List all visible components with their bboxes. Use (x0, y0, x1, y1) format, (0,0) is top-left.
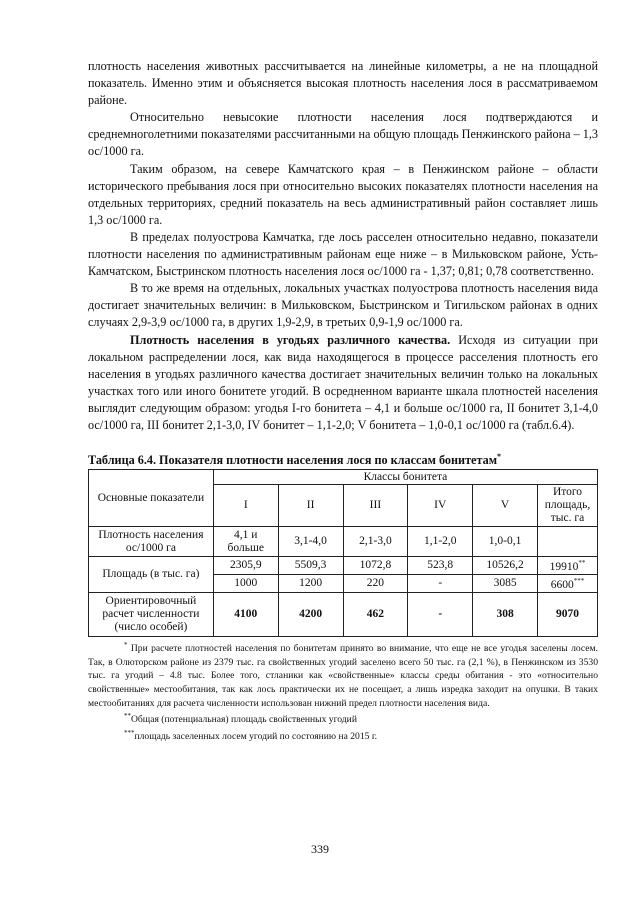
table-caption-mark: * (497, 452, 501, 462)
paragraph-6-text: Исходя из ситуации при локальном распределении лося, как вида находящегося в процессе расселения плотность его населения в угодьях различного качества достигает значительных величин только на локальных участках того или иного бонитете угодий. В осредненном варианте шкала плотностей населения выглядит следующим образом: угодья I-го бонитета – 4,1 и больше ос/1000 га, II бонитет 3,1-4,0 ос/1000 га, III бонитет 2,1-3,0, IV бонитет – 1,1-2,0; V бонитета – 1,0-0,1 ос/1000 га (табл.6.4). (88, 332, 599, 432)
footnote-2-text: Общая (потенциальная) площадь свойственных угодий (131, 714, 357, 726)
estimate-4: - (408, 592, 473, 636)
estimate-5: 308 (473, 592, 538, 636)
density-1: 4,1 и больше (213, 527, 278, 557)
paragraph-2: Относительно невысокие плотности населения лося подтверждаются и среднемноголетними показателями рассчитанными на общую площадь Пенжинского района – 1,3 ос/1000 га. (88, 110, 598, 159)
footnote-2-mark: ** (124, 712, 131, 721)
page-number: 339 (311, 842, 329, 856)
header-total: Итого площадь, тыс. га (538, 485, 598, 527)
footnote-1 (88, 639, 598, 711)
area1-total (538, 557, 598, 575)
area1-5: 10526,2 (473, 557, 538, 575)
paragraph-3: Таким образом, на севере Камчатского края – в Пенжинском районе – области исторического пребывания лося при относительно высоких показателях плотности населения на отдельных территориях, средний показатель на весь административный район составляет лишь 1,3 ос/1000 га. (88, 161, 598, 227)
paragraph-6 (88, 332, 598, 435)
density-3: 2,1-3,0 (343, 527, 408, 557)
density-label: Плотность населения ос/1000 га (89, 527, 214, 557)
area2-4: - (408, 574, 473, 592)
paragraph-4: В пределах полуострова Камчатка, где лось расселен относительно недавно, показатели плотности населения по административным районам еще ниже – в Мильковском районе, Усть-Камчатском, Быстринском плотность населения лося ос/1000 га - 1,37; 0,81; 0,78 соответственно. (88, 229, 598, 279)
table-header-row (89, 470, 598, 485)
header-main: Основные показатели (89, 470, 214, 527)
density-5: 1,0-0,1 (473, 527, 538, 557)
area1-3: 1072,8 (343, 557, 408, 575)
estimate-2: 4200 (278, 592, 343, 636)
paragraph-6-heading: Плотность населения в угодьях различного качества. (130, 332, 451, 347)
table-caption (88, 449, 598, 468)
document-page (88, 58, 598, 744)
table-row-density (89, 527, 598, 557)
density-2: 3,1-4,0 (278, 527, 343, 557)
area1-total-mark: ** (578, 559, 586, 568)
estimate-total: 9070 (538, 592, 598, 636)
table-caption-text: Таблица 6.4. Показателя плотности населения лося по классам бонитетам (88, 453, 497, 468)
paragraph-1: плотность населения животных рассчитывается на линейные километры, а не на площадной показатель. Именно этим и объясняется высокая плотность населения лося в рассматриваемом районе. (88, 59, 598, 108)
class-1: I (213, 485, 278, 527)
area2-total-mark: *** (573, 576, 585, 585)
area2-5: 3085 (473, 574, 538, 592)
class-5: V (473, 485, 538, 527)
header-group: Классы бонитета (213, 470, 597, 485)
class-3: III (343, 485, 408, 527)
footnote-3-text: площадь заселенных лосем угодий по состоянию на 2015 г. (134, 731, 378, 743)
area2-2: 1200 (278, 574, 343, 592)
paragraph-5: В то же время на отдельных, локальных участках полуострова плотность населения вида достигает значительных величин: в Мильковском, Быстринском и Тигильском районах в одних случаях 2,9-3,9 ос/1000 га, в других 1,9-2,9, в третьих 0,9-1,9 ос/1000 га. (88, 281, 598, 330)
area2-3: 220 (343, 574, 408, 592)
density-4: 1,1-2,0 (408, 527, 473, 557)
area2-total-value: 6600 (550, 578, 574, 591)
area1-2: 5509,3 (278, 557, 343, 575)
area2-1: 1000 (213, 574, 278, 592)
class-2: II (278, 485, 343, 527)
estimate-1: 4100 (213, 592, 278, 636)
footnote-3 (88, 727, 598, 744)
density-total (538, 527, 598, 557)
class-4: IV (408, 485, 473, 527)
estimate-label: Ориентировочный расчет численности (число особей) (89, 592, 214, 636)
bonitet-table (88, 469, 598, 637)
footnote-1-mark: * (124, 640, 128, 649)
area1-total-value: 19910 (549, 560, 579, 573)
table-row-estimate (89, 592, 598, 636)
table-row-area-1 (89, 557, 598, 575)
footnote-1-text: При расчете плотностей населения по бонитетам принято во внимание, что еще не все угодья заселены лосем. Так, в Олюторском районе из 2379 тыс. га свойственных угодий заселено всего 50 тыс. га (2,1 %), в Пенжинском из 3530 тыс. га угодий – 4.8 тыс. Более того, стланики как «свойственные» классы среды обитания - это «относительно свойственные» местообитания, так как лось практически их не посещает, а лишь изредка заходит на опушки. В таких местообитаниях для расчета численности использован нижний предел плотности населения вида. (88, 642, 598, 709)
footnote-3-mark: *** (124, 729, 135, 738)
area1-1: 2305,9 (213, 557, 278, 575)
estimate-3: 462 (343, 592, 408, 636)
footnote-2 (88, 710, 598, 727)
area2-total (538, 574, 598, 592)
area1-4: 523,8 (408, 557, 473, 575)
area-label: Площадь (в тыс. га) (89, 557, 214, 593)
